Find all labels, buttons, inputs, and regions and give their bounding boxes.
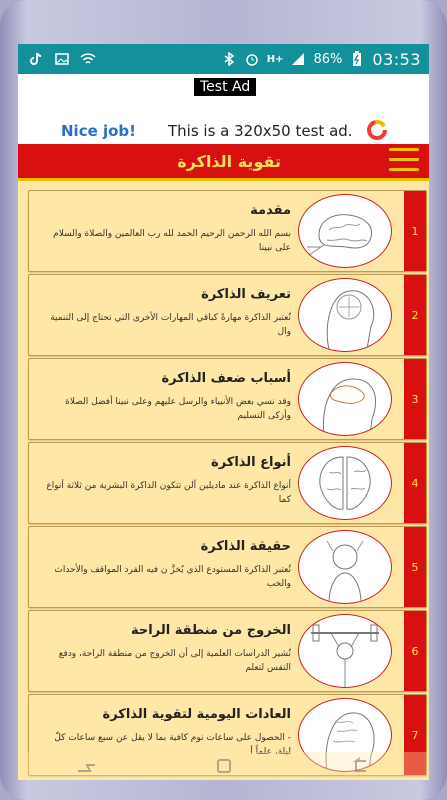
list-item[interactable]	[28, 526, 427, 608]
weightlifter-sketch-icon	[298, 614, 392, 688]
alarm-icon	[244, 51, 260, 67]
thinking-person-sketch-icon	[298, 530, 392, 604]
item-number: 1	[404, 191, 426, 271]
list-item[interactable]	[28, 442, 427, 524]
status-bar	[18, 44, 429, 74]
item-number: 6	[404, 611, 426, 691]
list-item[interactable]	[28, 274, 427, 356]
item-title: أنواع الذاكرة	[211, 455, 291, 470]
brain-sketch-icon	[298, 194, 392, 268]
network-type: H+	[266, 53, 284, 65]
item-title: الخروج من منطقة الراحة	[131, 623, 291, 638]
head-profile-sketch-icon	[298, 362, 392, 436]
item-description: أنواع الذاكرة عند ماديلين آلن تتكون الذاكرة البشرية من ثلاثة أنواع كما	[46, 481, 291, 505]
ad-logo-icon	[366, 119, 388, 141]
ad-text: This is a 320x50 test ad.	[168, 122, 353, 140]
list-item[interactable]	[28, 358, 427, 440]
home-icon[interactable]	[209, 757, 239, 775]
battery-percent: 86%	[313, 51, 343, 67]
item-title: حقيقة الذاكرة	[200, 539, 291, 554]
item-number: 7	[404, 695, 426, 775]
bluetooth-icon	[221, 51, 237, 67]
head-sketch-icon	[298, 278, 392, 352]
item-description: تُعتبر الذاكرة مهارةً كباقي المهارات الأخرى التي تحتاج إلى التنمية وال	[50, 313, 291, 337]
battery-icon	[349, 51, 365, 67]
app-title: تقوية الذاكرة	[177, 152, 281, 171]
item-number: 3	[404, 359, 426, 439]
ad-tag: Test Ad	[194, 78, 256, 96]
list-item[interactable]	[28, 190, 427, 272]
item-number: 4	[404, 443, 426, 523]
ad-banner[interactable]	[18, 74, 429, 144]
item-title: أسباب ضعف الذاكرة	[161, 371, 291, 386]
clock: 03:53	[372, 49, 421, 69]
item-title: تعريف الذاكرة	[201, 287, 291, 302]
signal-icon	[290, 51, 306, 67]
item-description: تُشير الدراسات العلمية إلى أن الخروج من منطقة الراحة، ودفع النفس لتعلم	[58, 649, 291, 673]
tiktok-icon	[28, 51, 44, 67]
back-icon[interactable]	[346, 757, 376, 775]
screen	[18, 44, 429, 780]
item-number: 2	[404, 275, 426, 355]
item-title: مقدمة	[250, 203, 291, 218]
list-item[interactable]	[28, 610, 427, 692]
ad-headline: Nice job!	[61, 122, 137, 140]
item-description: وقد نسي بعض الأنبياء والرسل عليهم وعلى نبينا أفضل الصلاة وأزكى التسليم	[65, 397, 291, 421]
app-bar	[18, 144, 429, 181]
item-title: العادات اليومية لتقوية الذاكرة	[102, 707, 291, 722]
item-description: - الحصول على ساعات نوم كافية بما لا يقل عن سبع ساعات كلّ ليلة، علماً أ	[54, 733, 291, 757]
item-description: تُعتبر الذاكرة المستودع الذي يُخزَّ ن فيه الفرد المواقف والأحداث والخب	[54, 565, 291, 589]
brain-halves-sketch-icon	[298, 446, 392, 520]
recents-icon[interactable]	[72, 757, 102, 775]
menu-icon[interactable]	[389, 148, 419, 174]
system-nav-bar	[18, 752, 429, 780]
image-icon	[54, 51, 70, 67]
item-number: 5	[404, 527, 426, 607]
item-description: بسم الله الرحمن الرحيم الحمد لله رب العالمين والصلاة والسلام على نبينا	[53, 229, 291, 253]
wifi-icon	[80, 51, 96, 67]
